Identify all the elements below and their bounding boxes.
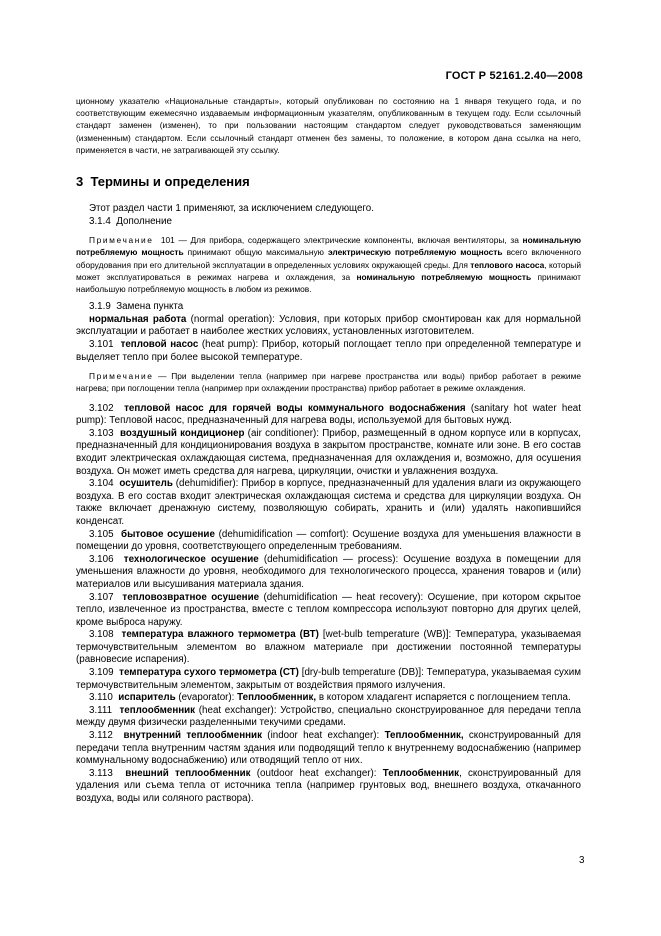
clause-number: 3.1.4 [89, 215, 111, 227]
definition-3-111: 3.111 теплообменник (heat exchanger): Устройство, специально сконструированное для передачи тепла между двумя физически разделенными текучими средами. [76, 704, 581, 729]
clause-3-1-4 [76, 216, 581, 229]
definition-3-105: 3.105 бытовое осушение (dehumidification — comfort): Осушение воздуха для уменьшения влажности в помещении до уровня, соответствующего определенным требованиям. [76, 528, 581, 553]
term-rated-power-2: номинальную потребляемую мощность [356, 271, 532, 282]
intro-paragraph: ционному указателю «Национальные стандарты», который опубликован по состоянию на 1 января текущего года, и по соответствующим ежемесячно издаваемым информационным указателям, опубликованным в текущем году. Если ссылочный стандарт заменен (изменен), то при пользовании настоящим стандартом следует руководствоваться заменяющим (измененным) стандартом. Если ссылочный стандарт отменен без замены, то положение, в котором дана ссылка на него, применяется в части, не затрагивающей эту ссылку. [76, 96, 581, 155]
document-header: ГОСТ Р 52161.2.40—2008 [445, 70, 583, 82]
definition-3-104: 3.104 осушитель (dehumidifier): Прибор в корпусе, предназначенный для удаления влаги из окружающего воздуха. В его состав входит электрическая охлаждающая система и средства для циркуляции воздуха. Он также включает дренажную систему, позволяющую собирать, хранить и (или) удалять накопившийся конденсат. [76, 478, 581, 527]
definition-3-108: 3.108 температура влажного термометра (ВТ) [wet-bulb temperature (WB)]: Температура, указываемая термочувствительным элементом во влажном материале при достижении постоянной температуры (равновесие испарения). [76, 629, 582, 666]
definition-term: бытовое осушение [121, 528, 215, 540]
clause-label: Замена пункта [116, 301, 184, 313]
note-heat-pump-modes: Примечание — При выделении тепла (например при нагреве пространства или воды) прибор работает в режиме нагрева; при поглощении тепла (например при охлаждении пространства) прибор работает в режиме охлаждения. [76, 371, 581, 394]
term-heat-pump: теплового насоса [470, 259, 545, 270]
definition-term: тепловой насос [120, 339, 199, 350]
definition-normal-operation: нормальная работа (normal operation): Условия, при которых прибор смонтирован как для нормальной эксплуатации и работает в наиболее жестких условиях, установленных изготовителем. [76, 313, 581, 338]
definition-term: воздушный кондиционер [120, 427, 245, 439]
clause-label: Дополнение [116, 215, 172, 227]
section-heading [76, 174, 581, 189]
clause-number: 3.1.9 [89, 301, 111, 313]
definition-term: испаритель [118, 692, 176, 704]
definition-term: внутренний теплообменник [123, 730, 262, 742]
definition-term: температура влажного термометра (ВТ) [121, 629, 319, 641]
note-label: Примечание [89, 371, 154, 382]
definition-term: теплообменник [119, 704, 196, 716]
page-number: 3 [579, 855, 585, 866]
definition-3-109: 3.109 температура сухого термометра (СТ) [dry-bulb temperature (DB)]: Температура, указываемая сухим термочувствительным элементом, закрытым от воздействия прямого излучения. [76, 667, 581, 691]
definition-3-112: 3.112 внутренний теплообменник (indoor heat exchanger): Теплообменник, сконструированный для передачи тепла внутренним частям здания или подводящий тепло к внутреннему водоснабжению (например коммунальному водоснабжению) или отводящий тепло от них. [76, 730, 581, 767]
definition-term: нормальная работа [89, 313, 187, 325]
definition-3-113: 3.113 внешний теплообменник (outdoor heat exchanger): Теплообменник, сконструированный для удаления или съема тепла от источника тепла (например грунтовых вод, внешнего воздуха, откачанного воздуха, воды или соляного раствора). [76, 767, 581, 804]
page-content [76, 95, 581, 806]
definition-term: тепловозвратное осушение [122, 591, 260, 603]
definition-term: осушитель [119, 478, 173, 490]
definition-term: технологическое осушение [123, 553, 259, 565]
definition-3-101: 3.101 тепловой насос (heat pump): Прибор, который поглощает тепло при определенной температуре и выделяет тепло при более высокой температуре. [76, 339, 581, 363]
term-electric-power: электрическую потребляемую мощность [327, 247, 503, 258]
note-101: Примечание 101 — Для прибора, содержащего электрические компоненты, включая вентиляторы, за номинальную потребляемую мощность принимают общую максимальную электрическую потребляемую мощность всего включенного оборудования при его длительной эксплуатации в определенных условиях окружающей среды. Для теплового насоса, который может эксплуатироваться в режимах нагрева и охлаждения, за номинальную потребляемую мощность принимают наибольшую потребляемую мощность в любом из режимов. [76, 235, 582, 295]
definition-term: внешний теплообменник [125, 767, 251, 779]
section-number: 3 [76, 174, 84, 190]
lead-line: Этот раздел части 1 применяют, за исключением следующего. [89, 203, 374, 215]
term-rated-power: номинальную потребляемую мощность [76, 235, 582, 258]
note-label: Примечание [89, 235, 154, 246]
clause-3-1-9 [76, 301, 581, 314]
definition-3-110: 3.110 испаритель (evaporator): Теплообменник, в котором хладагент испаряется с поглощением тепла. [89, 692, 571, 704]
definition-3-106: 3.106 технологическое осушение (dehumidification — process): Осушение воздуха в помещении для уменьшения влажности до уровня, необходимого для технологического процесса, хранения товаров и (или) материалов или высушивания материала здания. [76, 553, 581, 590]
definition-3-107: 3.107 тепловозвратное осушение (dehumidification — heat recovery): Осушение, при котором скрытое тепло, извлеченное из пространства, вместе с теплом компрессора используют повторно для других целей, кроме выброса наружу. [76, 591, 581, 628]
definition-term: температура сухого термометра (СТ) [119, 667, 299, 679]
definition-3-103: 3.103 воздушный кондиционер (air conditioner): Прибор, размещенный в одном корпусе или в корпусах, предназначенный для кондиционирования воздуха в закрытом пространстве, комнате или зоне. В его состав входит электрическая охлаждающая система, предназначенная для охлаждения и, возможно, для осушения воздуха. Он может иметь средства для нагрева, циркуляции, очистки и увлажнения воздуха. [76, 427, 581, 477]
section-title: Термины и определения [90, 174, 250, 190]
definition-term: тепловой насос для горячей воды коммунального водоснабжения [124, 402, 466, 414]
definition-3-102: 3.102 тепловой насос для горячей воды коммунального водоснабжения (sanitary hot water heat pump): Тепловой насос, предназначенный для нагрева воды, используемой для бытовых нужд. [76, 402, 581, 427]
